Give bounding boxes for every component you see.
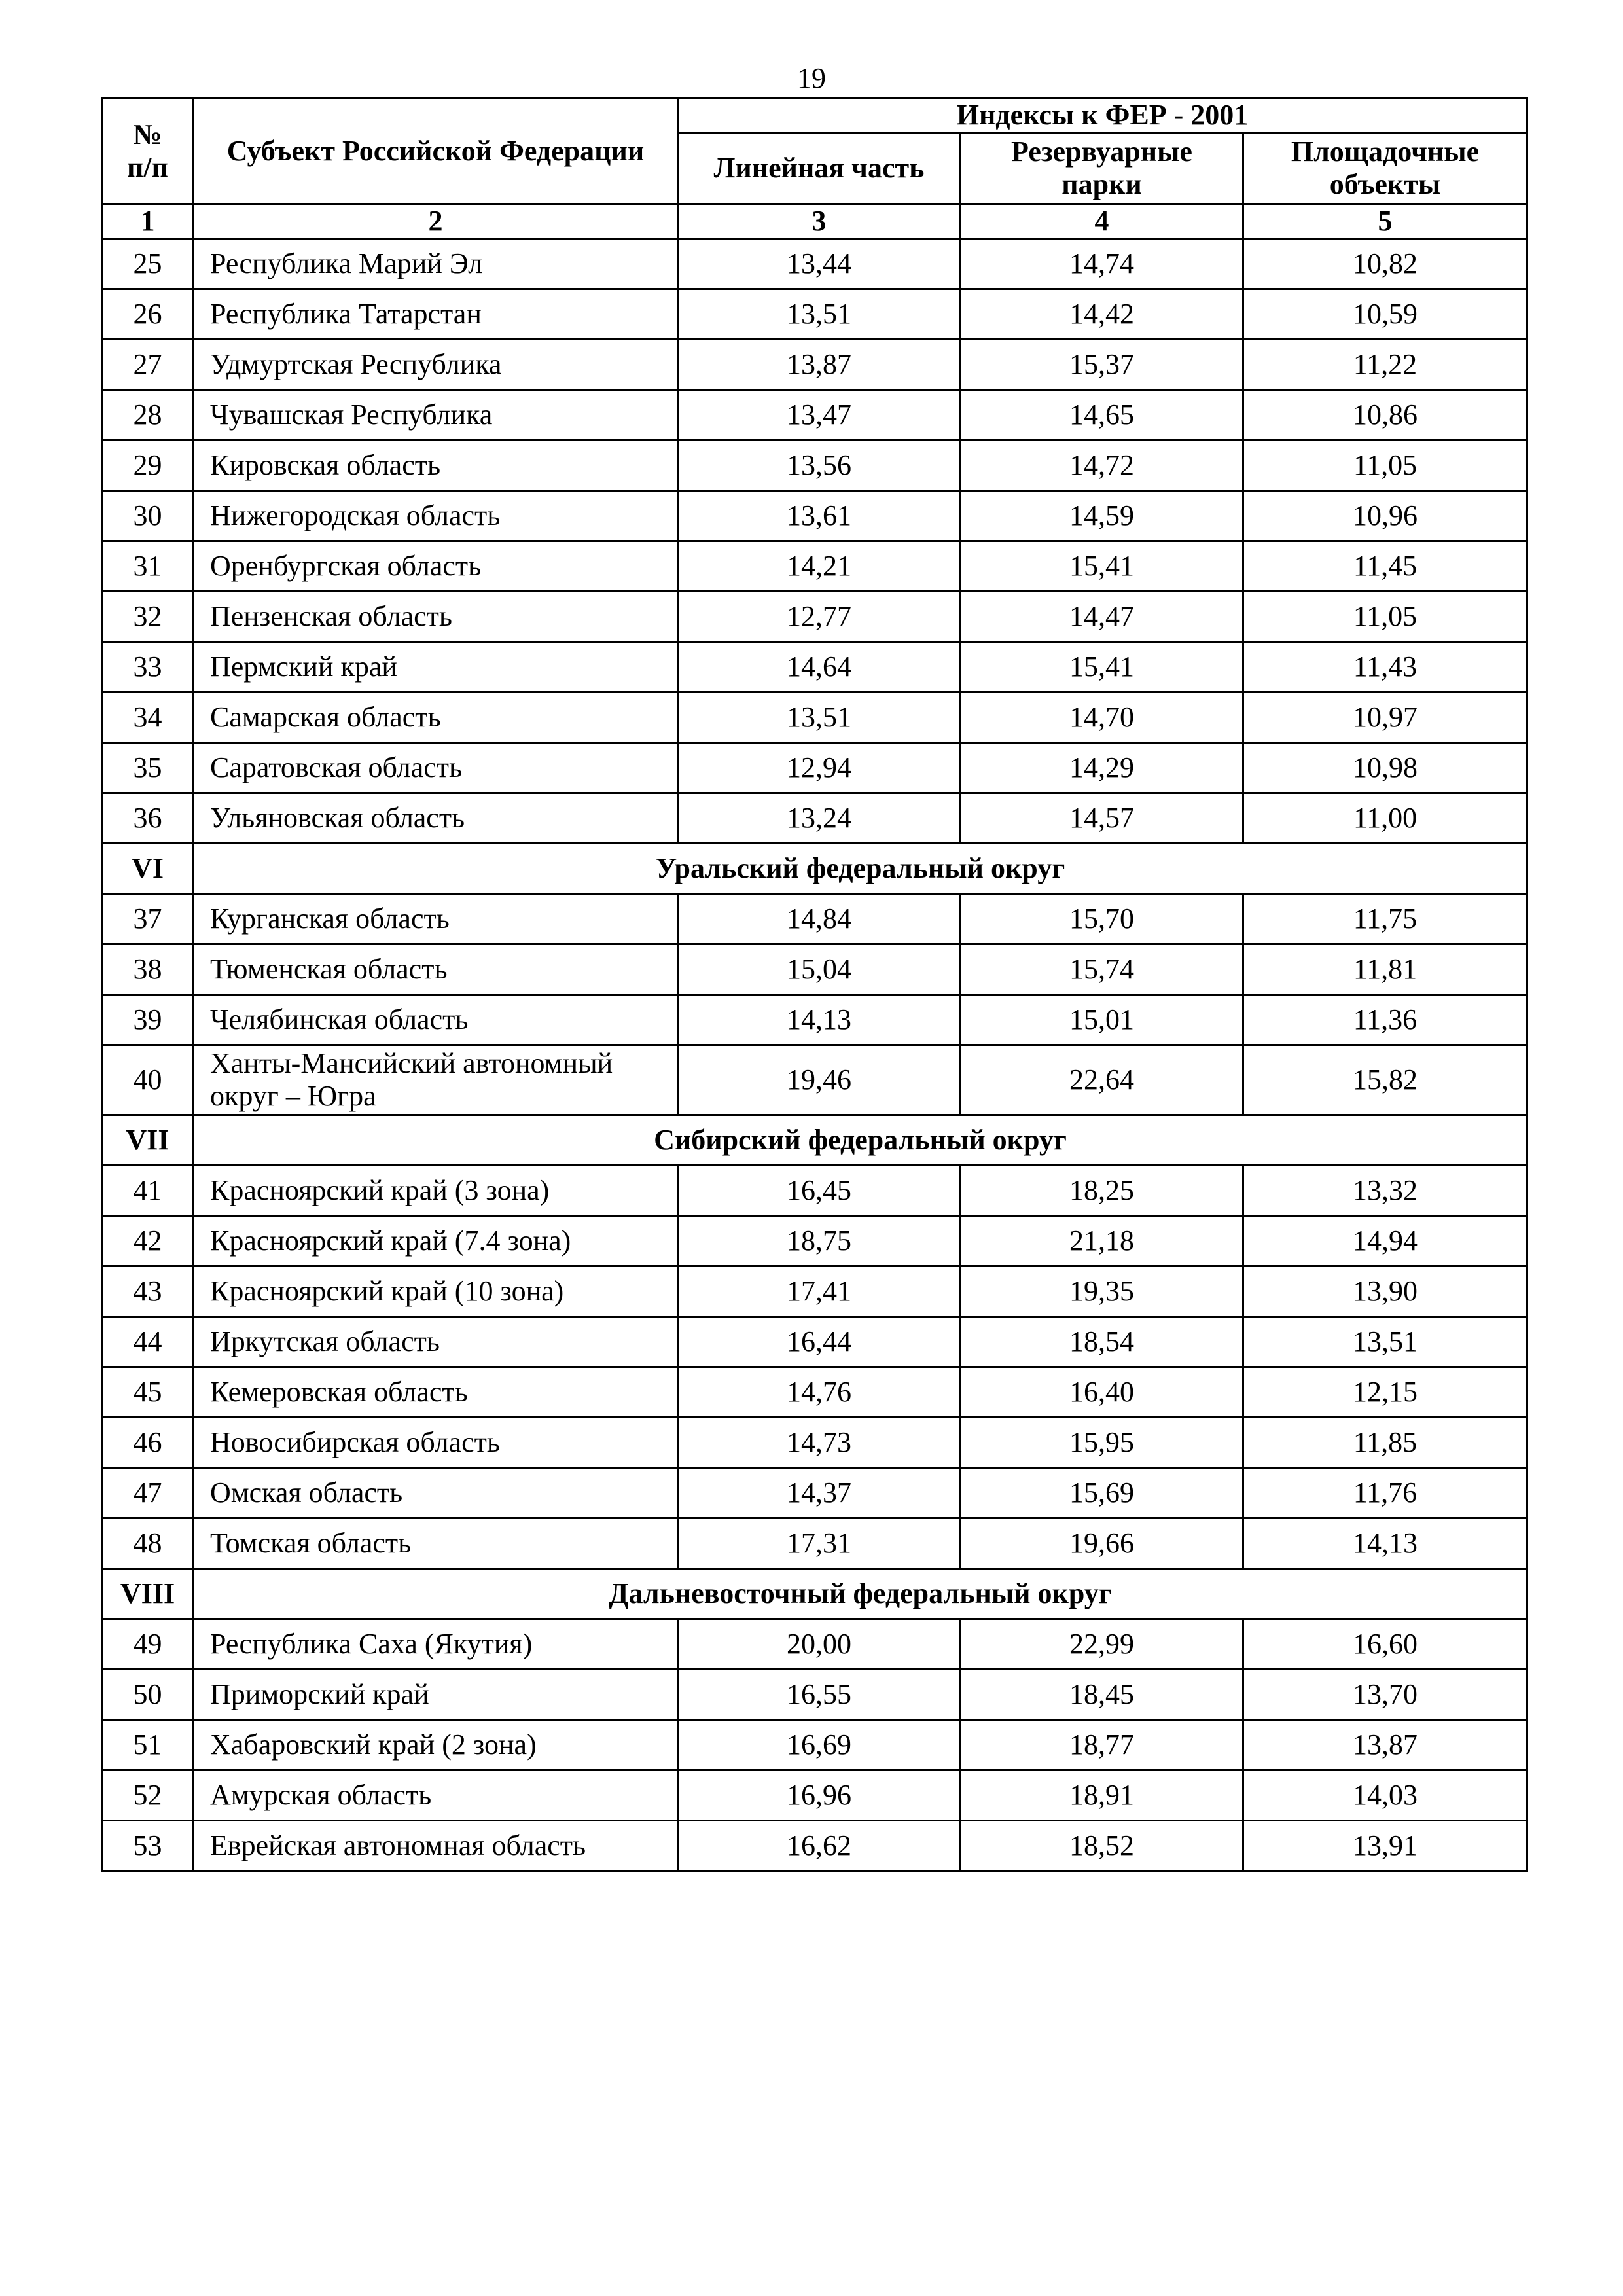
tank-index: 18,54 xyxy=(961,1317,1243,1367)
subject-name: Самарская область xyxy=(194,692,678,743)
row-number: 39 xyxy=(102,995,194,1045)
subject-name: Ханты-Мансийский автономный округ – Югра xyxy=(194,1045,678,1115)
subject-name: Пермский край xyxy=(194,642,678,692)
table-body xyxy=(102,204,1527,1871)
section-row xyxy=(102,844,1527,894)
linear-index: 16,55 xyxy=(678,1670,961,1720)
linear-index: 16,62 xyxy=(678,1821,961,1871)
section-title: Уральский федеральный округ xyxy=(194,844,1527,894)
table-row xyxy=(102,1216,1527,1266)
header-site-line2: объекты xyxy=(1329,168,1441,200)
subject-name: Кировская область xyxy=(194,440,678,491)
tank-index: 14,47 xyxy=(961,592,1243,642)
tank-index: 15,69 xyxy=(961,1468,1243,1518)
site-index: 15,82 xyxy=(1243,1045,1527,1115)
linear-index: 13,87 xyxy=(678,340,961,390)
tank-index: 14,65 xyxy=(961,390,1243,440)
subject-name: Иркутская область xyxy=(194,1317,678,1367)
subject-name: Томская область xyxy=(194,1518,678,1569)
tank-index: 15,41 xyxy=(961,541,1243,592)
site-index: 13,70 xyxy=(1243,1670,1527,1720)
linear-index: 16,96 xyxy=(678,1770,961,1821)
table-row xyxy=(102,642,1527,692)
tank-index: 18,91 xyxy=(961,1770,1243,1821)
site-index: 11,76 xyxy=(1243,1468,1527,1518)
tank-index: 15,70 xyxy=(961,894,1243,944)
header-tank-line2: парки xyxy=(1061,168,1142,200)
tank-index: 14,70 xyxy=(961,692,1243,743)
row-number: 26 xyxy=(102,289,194,340)
table-row xyxy=(102,793,1527,844)
linear-index: 20,00 xyxy=(678,1619,961,1670)
row-number: 34 xyxy=(102,692,194,743)
tank-index: 19,35 xyxy=(961,1266,1243,1317)
linear-index: 15,04 xyxy=(678,944,961,995)
header-num-line2: п/п xyxy=(127,151,168,183)
table-row xyxy=(102,440,1527,491)
linear-index: 16,44 xyxy=(678,1317,961,1367)
site-index: 11,36 xyxy=(1243,995,1527,1045)
linear-index: 12,94 xyxy=(678,743,961,793)
column-number: 4 xyxy=(961,204,1243,239)
site-index: 12,15 xyxy=(1243,1367,1527,1418)
section-row xyxy=(102,1569,1527,1619)
row-number: 28 xyxy=(102,390,194,440)
row-number: 33 xyxy=(102,642,194,692)
site-index: 11,45 xyxy=(1243,541,1527,592)
site-index: 11,85 xyxy=(1243,1418,1527,1468)
header-index-group: Индексы к ФЕР - 2001 xyxy=(678,98,1527,133)
tank-index: 14,42 xyxy=(961,289,1243,340)
section-title: Сибирский федеральный округ xyxy=(194,1115,1527,1166)
subject-name: Красноярский край (3 зона) xyxy=(194,1166,678,1216)
linear-index: 17,31 xyxy=(678,1518,961,1569)
row-number: 48 xyxy=(102,1518,194,1569)
row-number: 41 xyxy=(102,1166,194,1216)
subject-name: Республика Саха (Якутия) xyxy=(194,1619,678,1670)
tank-index: 22,99 xyxy=(961,1619,1243,1670)
linear-index: 13,51 xyxy=(678,692,961,743)
linear-index: 18,75 xyxy=(678,1216,961,1266)
site-index: 11,00 xyxy=(1243,793,1527,844)
row-number: 44 xyxy=(102,1317,194,1367)
table-row xyxy=(102,692,1527,743)
subject-name: Республика Татарстан xyxy=(194,289,678,340)
site-index: 13,51 xyxy=(1243,1317,1527,1367)
header-subject: Субъект Российской Федерации xyxy=(194,98,678,204)
table-row xyxy=(102,390,1527,440)
row-number: 30 xyxy=(102,491,194,541)
header-site-line1: Площадочные xyxy=(1291,135,1480,168)
subject-name: Оренбургская область xyxy=(194,541,678,592)
table-row xyxy=(102,1418,1527,1468)
subject-name: Нижегородская область xyxy=(194,491,678,541)
row-number: 29 xyxy=(102,440,194,491)
linear-index: 12,77 xyxy=(678,592,961,642)
tank-index: 14,59 xyxy=(961,491,1243,541)
table-row xyxy=(102,1367,1527,1418)
tank-index: 15,95 xyxy=(961,1418,1243,1468)
header-num xyxy=(102,98,194,204)
table-row xyxy=(102,1518,1527,1569)
subject-name: Красноярский край (7.4 зона) xyxy=(194,1216,678,1266)
linear-index: 19,46 xyxy=(678,1045,961,1115)
row-number: 40 xyxy=(102,1045,194,1115)
header-num-line1: № xyxy=(133,118,162,151)
table-row xyxy=(102,894,1527,944)
tank-index: 15,01 xyxy=(961,995,1243,1045)
table-row xyxy=(102,1166,1527,1216)
subject-name: Пензенская область xyxy=(194,592,678,642)
row-number: 43 xyxy=(102,1266,194,1317)
site-index: 13,32 xyxy=(1243,1166,1527,1216)
site-index: 11,22 xyxy=(1243,340,1527,390)
index-table xyxy=(101,97,1528,1872)
site-index: 14,13 xyxy=(1243,1518,1527,1569)
subject-name: Новосибирская область xyxy=(194,1418,678,1468)
table-row xyxy=(102,1670,1527,1720)
tank-index: 21,18 xyxy=(961,1216,1243,1266)
site-index: 10,86 xyxy=(1243,390,1527,440)
site-index: 11,75 xyxy=(1243,894,1527,944)
column-number: 1 xyxy=(102,204,194,239)
tank-index: 14,72 xyxy=(961,440,1243,491)
row-number: 37 xyxy=(102,894,194,944)
tank-index: 14,74 xyxy=(961,239,1243,289)
linear-index: 14,76 xyxy=(678,1367,961,1418)
row-number: 35 xyxy=(102,743,194,793)
linear-index: 16,69 xyxy=(678,1720,961,1770)
tank-index: 14,57 xyxy=(961,793,1243,844)
row-number: 45 xyxy=(102,1367,194,1418)
site-index: 14,94 xyxy=(1243,1216,1527,1266)
table-row xyxy=(102,491,1527,541)
subject-name: Еврейская автономная область xyxy=(194,1821,678,1871)
row-number: 49 xyxy=(102,1619,194,1670)
column-numbers-row xyxy=(102,204,1527,239)
linear-index: 14,64 xyxy=(678,642,961,692)
row-number: 32 xyxy=(102,592,194,642)
site-index: 11,81 xyxy=(1243,944,1527,995)
table-row xyxy=(102,1045,1527,1115)
tank-index: 14,29 xyxy=(961,743,1243,793)
site-index: 10,97 xyxy=(1243,692,1527,743)
table-row xyxy=(102,1468,1527,1518)
table-row xyxy=(102,239,1527,289)
table-row xyxy=(102,1770,1527,1821)
site-index: 14,03 xyxy=(1243,1770,1527,1821)
section-number: VI xyxy=(102,844,194,894)
tank-index: 18,77 xyxy=(961,1720,1243,1770)
table-row xyxy=(102,944,1527,995)
subject-name: Саратовская область xyxy=(194,743,678,793)
column-number: 2 xyxy=(194,204,678,239)
tank-index: 15,37 xyxy=(961,340,1243,390)
column-number: 5 xyxy=(1243,204,1527,239)
table-row xyxy=(102,289,1527,340)
table-row xyxy=(102,1619,1527,1670)
subject-name: Удмуртская Республика xyxy=(194,340,678,390)
tank-index: 16,40 xyxy=(961,1367,1243,1418)
linear-index: 14,84 xyxy=(678,894,961,944)
subject-name: Курганская область xyxy=(194,894,678,944)
subject-name: Республика Марий Эл xyxy=(194,239,678,289)
column-number: 3 xyxy=(678,204,961,239)
subject-name: Хабаровский край (2 зона) xyxy=(194,1720,678,1770)
subject-name: Кемеровская область xyxy=(194,1367,678,1418)
table-row xyxy=(102,340,1527,390)
subject-name: Чувашская Республика xyxy=(194,390,678,440)
row-number: 31 xyxy=(102,541,194,592)
linear-index: 14,37 xyxy=(678,1468,961,1518)
site-index: 10,59 xyxy=(1243,289,1527,340)
site-index: 11,05 xyxy=(1243,440,1527,491)
linear-index: 13,24 xyxy=(678,793,961,844)
header-linear: Линейная часть xyxy=(678,133,961,204)
subject-name: Красноярский край (10 зона) xyxy=(194,1266,678,1317)
site-index: 10,82 xyxy=(1243,239,1527,289)
tank-index: 18,45 xyxy=(961,1670,1243,1720)
page-number: 19 xyxy=(797,62,826,94)
row-number: 53 xyxy=(102,1821,194,1871)
row-number: 25 xyxy=(102,239,194,289)
row-number: 46 xyxy=(102,1418,194,1468)
subject-name: Челябинская область xyxy=(194,995,678,1045)
site-index: 13,90 xyxy=(1243,1266,1527,1317)
linear-index: 13,51 xyxy=(678,289,961,340)
tank-index: 18,25 xyxy=(961,1166,1243,1216)
section-row xyxy=(102,1115,1527,1166)
linear-index: 13,47 xyxy=(678,390,961,440)
site-index: 13,87 xyxy=(1243,1720,1527,1770)
subject-name: Приморский край xyxy=(194,1670,678,1720)
linear-index: 14,13 xyxy=(678,995,961,1045)
row-number: 36 xyxy=(102,793,194,844)
linear-index: 16,45 xyxy=(678,1166,961,1216)
tank-index: 19,66 xyxy=(961,1518,1243,1569)
linear-index: 17,41 xyxy=(678,1266,961,1317)
row-number: 52 xyxy=(102,1770,194,1821)
subject-name: Омская область xyxy=(194,1468,678,1518)
table-row xyxy=(102,1821,1527,1871)
site-index: 11,43 xyxy=(1243,642,1527,692)
linear-index: 13,61 xyxy=(678,491,961,541)
header-tank-line1: Резервуарные xyxy=(1011,135,1192,168)
subject-name: Амурская область xyxy=(194,1770,678,1821)
table-row xyxy=(102,995,1527,1045)
tank-index: 15,74 xyxy=(961,944,1243,995)
section-number: VIII xyxy=(102,1569,194,1619)
section-number: VII xyxy=(102,1115,194,1166)
site-index: 10,98 xyxy=(1243,743,1527,793)
row-number: 27 xyxy=(102,340,194,390)
section-title: Дальневосточный федеральный округ xyxy=(194,1569,1527,1619)
row-number: 51 xyxy=(102,1720,194,1770)
linear-index: 13,56 xyxy=(678,440,961,491)
tank-index: 15,41 xyxy=(961,642,1243,692)
header-tank xyxy=(961,133,1243,204)
linear-index: 14,21 xyxy=(678,541,961,592)
table-row xyxy=(102,592,1527,642)
row-number: 38 xyxy=(102,944,194,995)
row-number: 50 xyxy=(102,1670,194,1720)
subject-name: Ульяновская область xyxy=(194,793,678,844)
row-number: 42 xyxy=(102,1216,194,1266)
site-index: 11,05 xyxy=(1243,592,1527,642)
linear-index: 13,44 xyxy=(678,239,961,289)
table-row xyxy=(102,1317,1527,1367)
table-row xyxy=(102,1720,1527,1770)
tank-index: 22,64 xyxy=(961,1045,1243,1115)
linear-index: 14,73 xyxy=(678,1418,961,1468)
table-row xyxy=(102,541,1527,592)
subject-name: Тюменская область xyxy=(194,944,678,995)
table-row xyxy=(102,743,1527,793)
site-index: 16,60 xyxy=(1243,1619,1527,1670)
row-number: 47 xyxy=(102,1468,194,1518)
header-site xyxy=(1243,133,1527,204)
table-row xyxy=(102,1266,1527,1317)
site-index: 13,91 xyxy=(1243,1821,1527,1871)
tank-index: 18,52 xyxy=(961,1821,1243,1871)
site-index: 10,96 xyxy=(1243,491,1527,541)
